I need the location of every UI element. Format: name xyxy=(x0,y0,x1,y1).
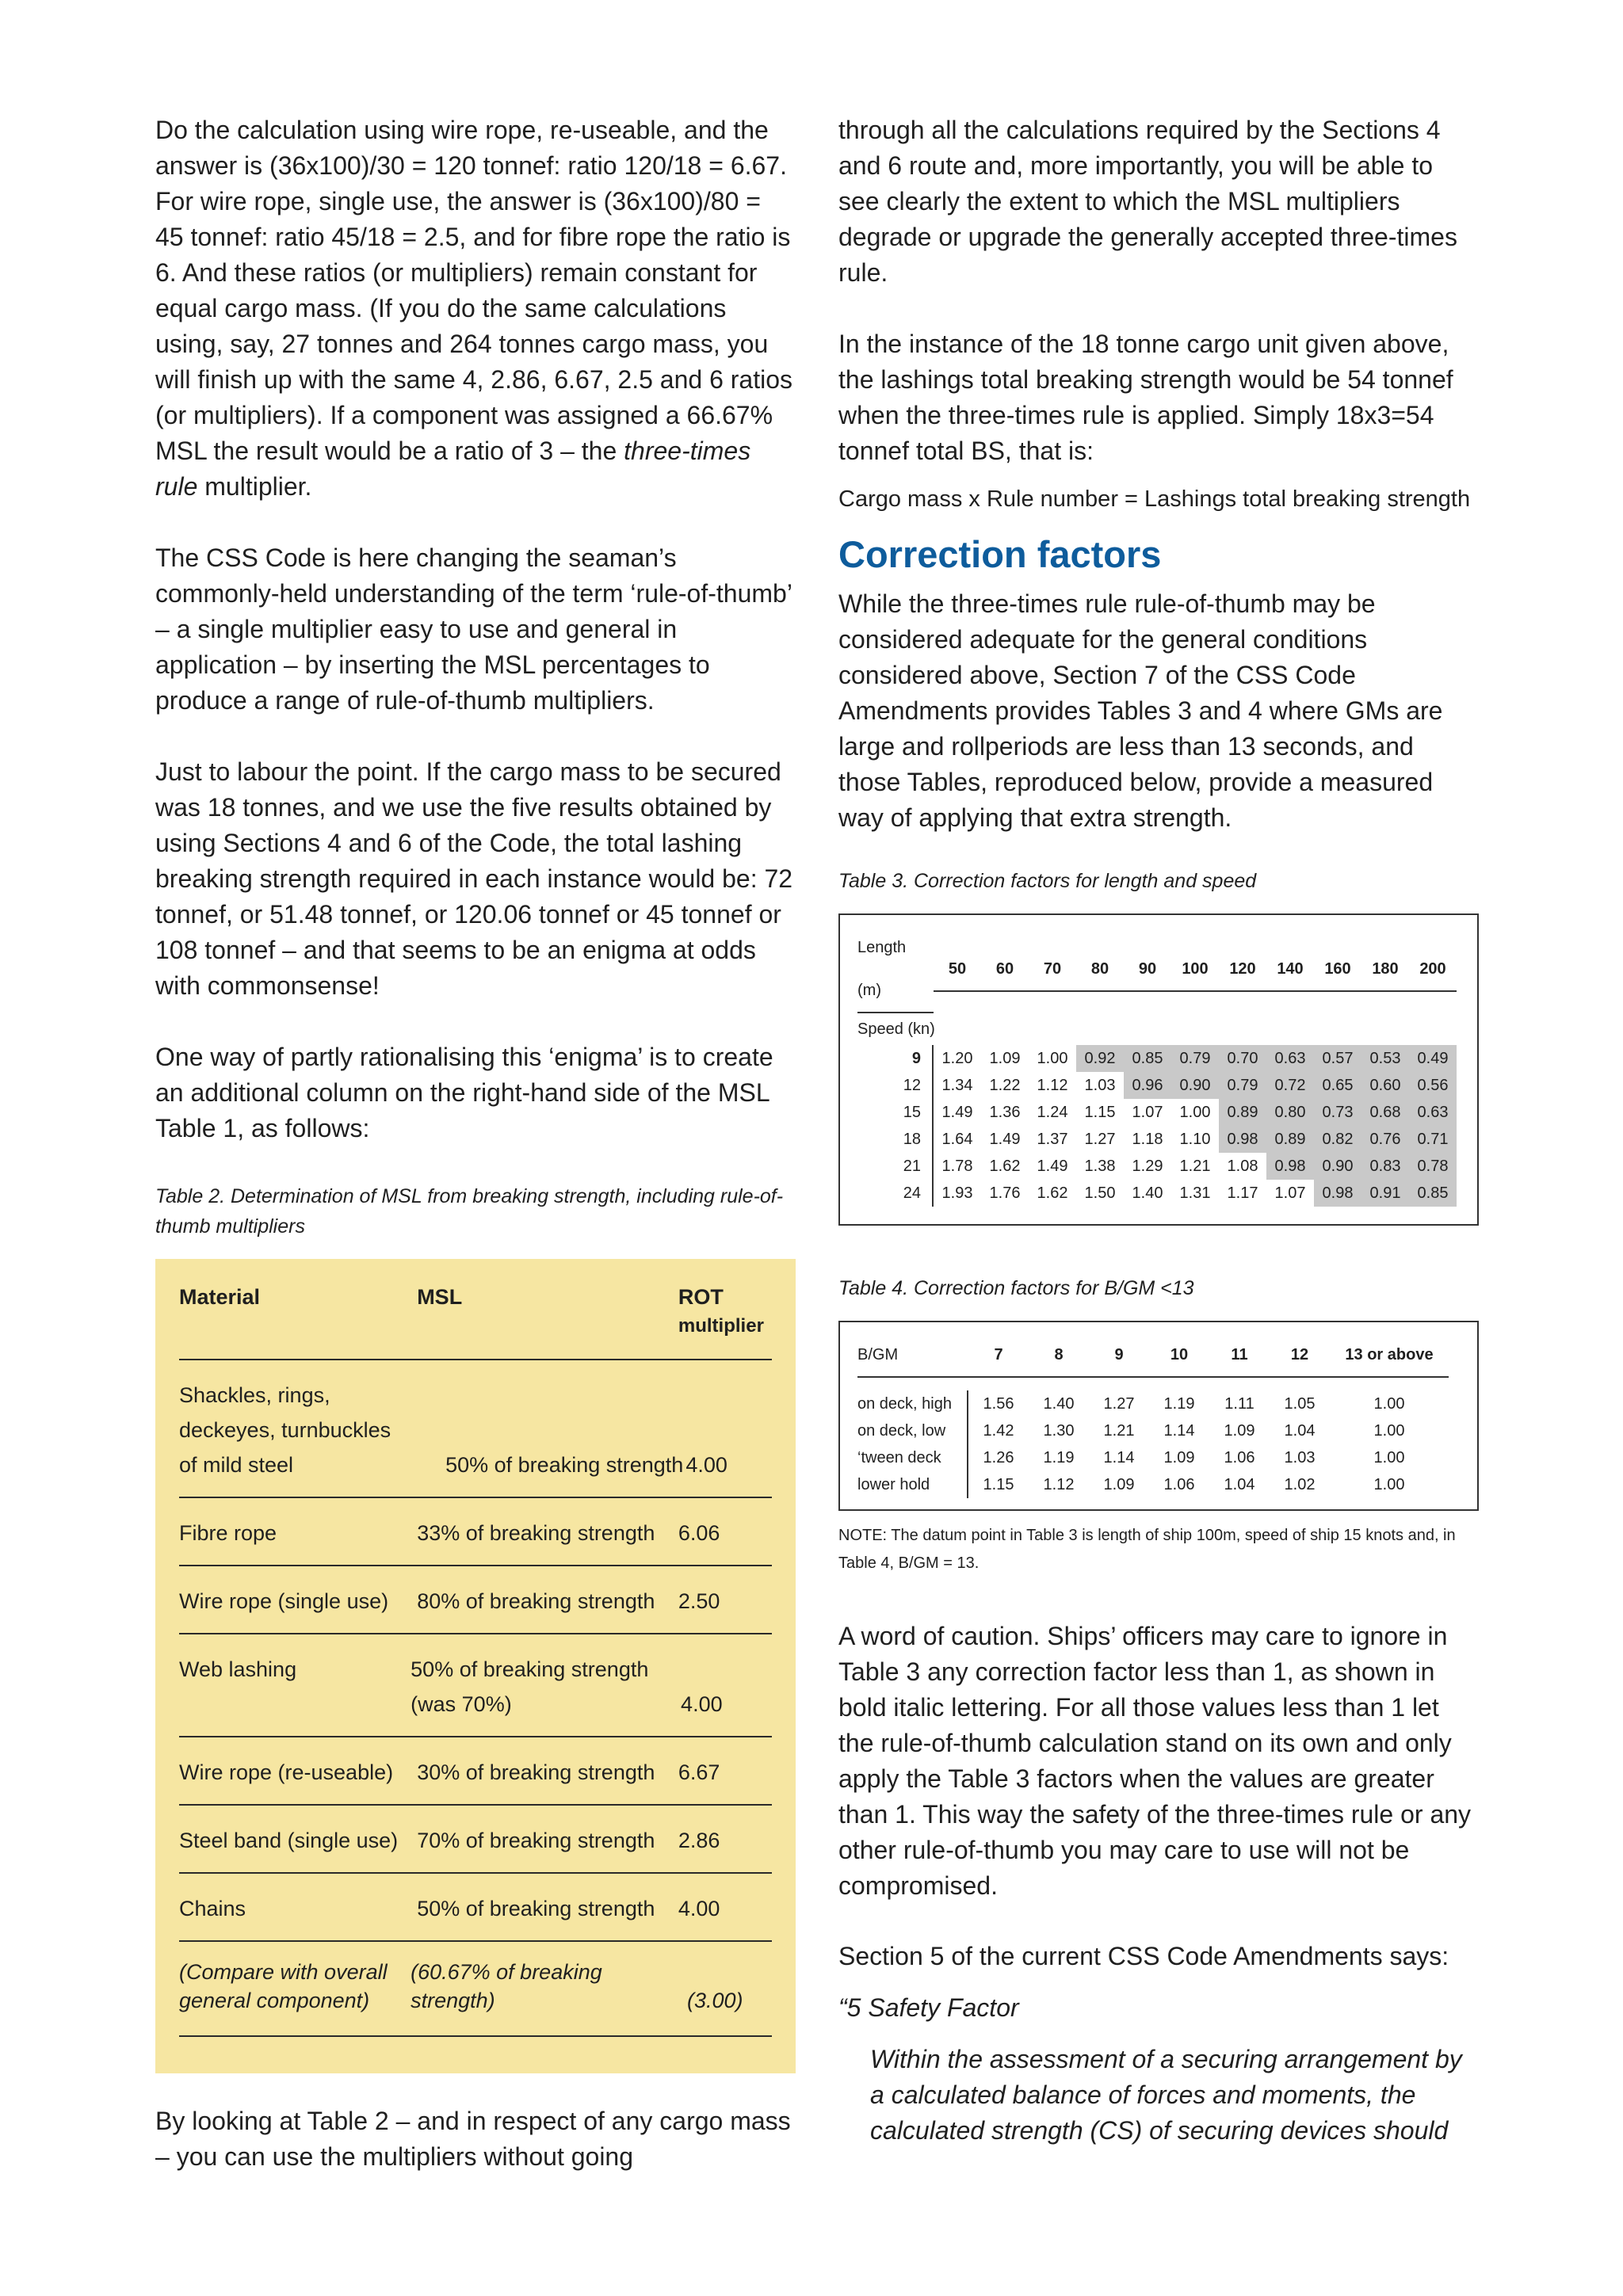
right-column xyxy=(838,113,1480,2149)
correction-factor: 1.22 xyxy=(989,1077,1021,1094)
column-header-rot-label: ROT xyxy=(678,1285,724,1309)
correction-factor: 1.36 xyxy=(989,1104,1021,1121)
correction-factor: 0.65 xyxy=(1314,1072,1361,1099)
correction-factor: 1.64 xyxy=(941,1131,973,1148)
paragraph: A word of caution. Ships’ officers may care to ignore in Table 3 any correction factor less than 1, as shown in bold italic lettering. For all those values less than 1 let the rule-of-thumb calculation stand on its own and only apply the Table 3 factors when the values are greater than 1. This way the safety of the three-times rule or any other rule-of-thumb you may care to use will not be compromised. xyxy=(838,1622,1472,1900)
correction-factor: 0.98 xyxy=(1314,1180,1361,1207)
speed-value: 15 xyxy=(857,1099,934,1126)
correction-factor: 1.03 xyxy=(1284,1449,1316,1466)
correction-factor: 1.29 xyxy=(1132,1158,1163,1175)
table-cell-rot: 2.50 xyxy=(678,1589,720,1613)
table-cell-msl: 50% of breaking strength xyxy=(417,1897,655,1920)
correction-factor: 0.90 xyxy=(1171,1072,1219,1099)
correction-factor: 1.03 xyxy=(1084,1077,1116,1094)
paragraph: Just to labour the point. If the cargo mass to be secured was 18 tonnes, and we use the five results obtained by using Sections 4 and 6 of the Code, the total lashing breaking strength required in each instance would be: 72 tonnef, or 51.48 tonnef, or 120.06 tonnef or 45 tonnef or 108 tonnef – and that seems to be an enigma at odds with commonsense! xyxy=(155,757,793,1000)
length-header: 180 xyxy=(1361,948,1409,992)
stowage-label: lower hold xyxy=(857,1471,968,1498)
left-column xyxy=(155,113,796,2175)
correction-factor: 0.91 xyxy=(1361,1180,1409,1207)
correction-factor: 1.02 xyxy=(1284,1476,1316,1493)
length-header: 80 xyxy=(1076,948,1124,992)
correction-factor: 1.04 xyxy=(1284,1422,1316,1440)
table-row xyxy=(179,1634,772,1737)
speed-value: 12 xyxy=(857,1072,934,1099)
correction-factor: 1.49 xyxy=(1037,1158,1068,1175)
speed-label: Speed (kn) xyxy=(857,1020,935,1038)
correction-factor: 1.18 xyxy=(1132,1131,1163,1148)
correction-factor: 1.42 xyxy=(983,1422,1014,1440)
correction-factor: 0.85 xyxy=(1409,1180,1457,1207)
correction-factor: 0.80 xyxy=(1266,1099,1314,1126)
paragraph: through all the calculations required by the Sections 4 and 6 route and, more importantly, you will be able to see clearly the extent to which the MSL multipliers degrade or upgrade the generally accepted three-times rule. xyxy=(838,116,1457,287)
stowage-label: ‘tween deck xyxy=(857,1444,968,1471)
correction-factor: 0.57 xyxy=(1314,1045,1361,1072)
stowage-label: on deck, low xyxy=(857,1417,968,1444)
paragraph: By looking at Table 2 – and in respect of any cargo mass – you can use the multipliers without going xyxy=(155,2107,791,2171)
correction-factor: 1.76 xyxy=(989,1184,1021,1202)
correction-factor: 1.19 xyxy=(1163,1395,1195,1413)
table2-body xyxy=(179,1360,772,1942)
bgm-header: 8 xyxy=(1029,1333,1089,1378)
correction-factor: 1.24 xyxy=(1037,1104,1068,1121)
correction-factor: 1.40 xyxy=(1132,1184,1163,1202)
msl-text: 50% of breaking strength xyxy=(445,1453,684,1477)
correction-factor: 0.92 xyxy=(1076,1045,1124,1072)
table-cell-msl: (60.67% of breaking strength) xyxy=(411,1960,602,2012)
length-header: 50 xyxy=(934,948,981,992)
length-label: Length (m) xyxy=(857,926,934,1013)
paragraph-text: multiplier. xyxy=(197,472,312,501)
correction-factor: 1.07 xyxy=(1132,1104,1163,1121)
table-cell-rot: 6.67 xyxy=(678,1760,720,1784)
table-cell-rot: 4.00 xyxy=(678,1897,720,1920)
paragraph-text: Do the calculation using wire rope, re-useable, and the answer is (36x100)/30 = 120 tonnef: ratio 120/18 = 6.67. For wire rope, single use, the answer is (36x100)/80 = 45 tonnef: ratio 45/18 = 2.5, and for fibre rope the ratio is 6. And these ratios (or multipliers) remain constant for equal cargo mass. (If you do the same calculations using, say, 27 tonnes and 264 tonnes cargo mass, you will finish up with the same 4, 2.86, 6.67, 2.5 and 6 ratios (or multipliers). If a component was assigned a 66.67% MSL the result would be a ratio of 3 – the xyxy=(155,116,793,465)
correction-factor: 1.37 xyxy=(1037,1131,1068,1148)
correction-factor: 0.82 xyxy=(1314,1126,1361,1153)
correction-factor: 1.11 xyxy=(1224,1395,1254,1413)
bgm-label: B/GM xyxy=(857,1333,968,1378)
table-cell-rot xyxy=(681,1652,772,1722)
correction-factor: 1.12 xyxy=(1043,1476,1075,1493)
correction-factor: 1.14 xyxy=(1103,1449,1135,1466)
correction-factor: 1.40 xyxy=(1043,1395,1075,1413)
table-row xyxy=(179,1566,772,1634)
correction-factor: 1.62 xyxy=(989,1158,1021,1175)
length-header: 100 xyxy=(1171,948,1219,992)
table-cell-material: Fibre rope xyxy=(179,1521,277,1545)
correction-factor: 0.71 xyxy=(1409,1126,1457,1153)
table-cell-material: Shackles, rings, deckeyes, turnbuckles of mild steel xyxy=(179,1383,391,1477)
correction-factor: 1.31 xyxy=(1179,1184,1211,1202)
correction-factor: 0.89 xyxy=(1266,1126,1314,1153)
correction-factor: 1.27 xyxy=(1103,1395,1135,1413)
speed-value: 24 xyxy=(857,1180,934,1207)
correction-factor: 0.73 xyxy=(1314,1099,1361,1126)
msl-text: 50% of breaking strength (was 70%) xyxy=(411,1657,649,1716)
table-cell-rot: 6.06 xyxy=(678,1521,720,1545)
correction-factor: 1.19 xyxy=(1043,1449,1075,1466)
section-heading: Correction factors xyxy=(838,533,1162,575)
correction-factor: 1.00 xyxy=(1373,1449,1405,1466)
table-cell-material: Wire rope (single use) xyxy=(179,1589,389,1613)
correction-factor: 0.98 xyxy=(1219,1126,1266,1153)
length-header: 200 xyxy=(1409,948,1457,992)
correction-factor: 0.85 xyxy=(1124,1045,1171,1072)
bgm-header: 7 xyxy=(968,1333,1029,1378)
correction-factor: 1.08 xyxy=(1227,1158,1258,1175)
table-cell-msl xyxy=(411,1652,681,1722)
correction-factor: 1.09 xyxy=(1224,1422,1255,1440)
correction-factor: 1.30 xyxy=(1043,1422,1075,1440)
correction-factor: 1.50 xyxy=(1084,1184,1116,1202)
table-cell-msl: 70% of breaking strength xyxy=(417,1829,655,1852)
correction-factor: 1.09 xyxy=(989,1050,1021,1067)
table-cell-material: Web lashing xyxy=(179,1657,297,1681)
table2 xyxy=(155,1259,796,2073)
correction-factor: 1.15 xyxy=(1084,1104,1116,1121)
table-cell-msl: 30% of breaking strength xyxy=(417,1760,655,1784)
correction-factor: 1.09 xyxy=(1103,1476,1135,1493)
table-cell-material: Steel band (single use) xyxy=(179,1829,399,1852)
correction-factor: 1.04 xyxy=(1224,1476,1255,1493)
quote-title: “5 Safety Factor xyxy=(838,1993,1019,2022)
correction-factor: 0.68 xyxy=(1361,1099,1409,1126)
length-header: 60 xyxy=(981,948,1029,992)
correction-factor: 1.49 xyxy=(941,1104,973,1121)
correction-factor: 1.00 xyxy=(1037,1050,1068,1067)
correction-factor: 0.63 xyxy=(1266,1045,1314,1072)
italic-term: three-times rule xyxy=(155,437,751,501)
correction-factor: 0.49 xyxy=(1409,1045,1457,1072)
correction-factor: 0.98 xyxy=(1266,1153,1314,1180)
correction-factor: 1.00 xyxy=(1373,1422,1405,1440)
table-cell-material: Wire rope (re-useable) xyxy=(179,1760,394,1784)
table-header-row xyxy=(179,1275,772,1360)
speed-value: 21 xyxy=(857,1153,934,1180)
stowage-label: on deck, high xyxy=(857,1390,968,1417)
correction-factor: 0.76 xyxy=(1361,1126,1409,1153)
paragraph xyxy=(155,113,796,505)
correction-factor: 1.10 xyxy=(1179,1131,1211,1148)
table-row xyxy=(179,1874,772,1942)
correction-factor: 1.49 xyxy=(989,1131,1021,1148)
correction-factor: 1.26 xyxy=(983,1449,1014,1466)
correction-factor: 0.79 xyxy=(1171,1045,1219,1072)
correction-factor: 1.07 xyxy=(1274,1184,1306,1202)
correction-factor: 0.90 xyxy=(1314,1153,1361,1180)
table-cell-rot: 2.86 xyxy=(678,1829,720,1852)
correction-factor: 1.34 xyxy=(941,1077,973,1094)
correction-factor: 0.56 xyxy=(1409,1072,1457,1099)
table3 xyxy=(838,913,1479,1226)
length-header: 140 xyxy=(1266,948,1314,992)
bgm-header: 10 xyxy=(1149,1333,1209,1378)
correction-factor: 1.12 xyxy=(1037,1077,1068,1094)
correction-factor: 0.70 xyxy=(1219,1045,1266,1072)
correction-factor: 1.62 xyxy=(1037,1184,1068,1202)
correction-factor: 1.78 xyxy=(941,1158,973,1175)
correction-factor: 1.38 xyxy=(1084,1158,1116,1175)
paragraph: Section 5 of the current CSS Code Amendments says: xyxy=(838,1942,1449,1970)
rot-value: (3.00) xyxy=(686,1989,743,2012)
rot-value: 4.00 xyxy=(681,1692,723,1716)
table-row-compare xyxy=(179,1942,772,2037)
correction-factor: 1.17 xyxy=(1227,1184,1258,1202)
table-cell-msl: 80% of breaking strength xyxy=(417,1589,655,1613)
correction-factor: 1.21 xyxy=(1179,1158,1211,1175)
bgm-header: 11 xyxy=(1209,1333,1270,1378)
correction-factor: 1.06 xyxy=(1224,1449,1255,1466)
correction-factor: 0.96 xyxy=(1124,1072,1171,1099)
speed-value: 9 xyxy=(857,1045,934,1072)
table-cell-msl xyxy=(445,1378,685,1482)
correction-factor: 1.05 xyxy=(1284,1395,1316,1413)
table-row xyxy=(179,1806,772,1874)
paragraph: One way of partly rationalising this ‘enigma’ is to create an additional column on the right-hand side of the MSL Table 1, as follows: xyxy=(155,1043,773,1142)
table-cell-rot xyxy=(687,1958,772,2015)
length-header: 160 xyxy=(1314,948,1361,992)
correction-factor: 1.21 xyxy=(1103,1422,1135,1440)
length-header: 70 xyxy=(1029,948,1076,992)
correction-factor: 1.93 xyxy=(941,1184,973,1202)
column-header-rot-sub: multiplier xyxy=(678,1315,764,1337)
quote: Within the assessment of a securing arrangement by a calculated balance of forces and moments, the calculated strength (CS) of securing devices should xyxy=(870,2045,1462,2145)
correction-factor: 0.63 xyxy=(1409,1099,1457,1126)
table-cell-msl: 33% of breaking strength xyxy=(417,1521,655,1545)
correction-factor: 1.00 xyxy=(1373,1395,1405,1413)
table-cell-material: Chains xyxy=(179,1897,246,1920)
correction-factor: 0.60 xyxy=(1361,1072,1409,1099)
correction-factor: 1.06 xyxy=(1163,1476,1195,1493)
correction-factor: 0.79 xyxy=(1219,1072,1266,1099)
correction-factor: 0.78 xyxy=(1409,1153,1457,1180)
bgm-header: 9 xyxy=(1089,1333,1149,1378)
correction-factor: 0.72 xyxy=(1266,1072,1314,1099)
table4 xyxy=(838,1321,1479,1511)
correction-factor: 1.00 xyxy=(1179,1104,1211,1121)
correction-factor: 1.56 xyxy=(983,1395,1014,1413)
column-header-rot xyxy=(678,1280,772,1338)
correction-factor: 0.89 xyxy=(1219,1099,1266,1126)
table-row xyxy=(179,1498,772,1566)
table3-grid xyxy=(857,926,1460,1207)
rot-value: 4.00 xyxy=(685,1453,727,1477)
speed-value: 18 xyxy=(857,1126,934,1153)
paragraph: While the three-times rule rule-of-thumb may be considered adequate for the general conditions considered above, Section 7 of the CSS Code Amendments provides Tables 3 and 4 where GMs are large and rollperiods are less than 13 seconds, and those Tables, reproduced below, provide a measured way of applying that extra strength. xyxy=(838,589,1443,832)
correction-factor: 1.09 xyxy=(1163,1449,1195,1466)
bgm-header: 13 or above xyxy=(1330,1333,1449,1378)
table4-grid xyxy=(857,1333,1460,1498)
table-note: NOTE: The datum point in Table 3 is length of ship 100m, speed of ship 15 knots and, in Table 4, B/GM = 13. xyxy=(838,1527,1456,1572)
column-header-material: Material xyxy=(179,1285,261,1309)
length-header: 90 xyxy=(1124,948,1171,992)
bgm-header: 12 xyxy=(1270,1333,1330,1378)
length-header: 120 xyxy=(1219,948,1266,992)
correction-factor: 1.20 xyxy=(941,1050,973,1067)
table-cell-material: (Compare with overall general component) xyxy=(179,1960,388,2012)
correction-factor: 0.53 xyxy=(1361,1045,1409,1072)
correction-factor: 1.15 xyxy=(983,1476,1014,1493)
column-header-msl: MSL xyxy=(417,1285,463,1309)
correction-factor: 0.83 xyxy=(1361,1153,1409,1180)
table-row xyxy=(179,1737,772,1806)
table-cell-rot xyxy=(685,1378,772,1482)
table4-caption: Table 4. Correction factors for B/GM <13 xyxy=(838,1277,1194,1299)
table-row xyxy=(179,1360,772,1498)
table3-caption: Table 3. Correction factors for length and speed xyxy=(838,870,1257,892)
correction-factor: 1.27 xyxy=(1084,1131,1116,1148)
paragraph: In the instance of the 18 tonne cargo unit given above, the lashings total breaking strength would be 54 tonnef when the three-times rule is applied. Simply 18x3=54 tonnef total BS, that is: xyxy=(838,330,1453,465)
correction-factor: 1.00 xyxy=(1373,1476,1405,1493)
paragraph: The CSS Code is here changing the seaman’s commonly-held understanding of the term ‘rule-of-thumb’ – a single multiplier easy to use and general in application – by inserting the MSL percentages to produce a range of rule-of-thumb multipliers. xyxy=(155,543,792,715)
table2-caption: Table 2. Determination of MSL from breaking strength, including rule-of-thumb multipliers xyxy=(155,1185,784,1238)
formula: Cargo mass x Rule number = Lashings total breaking strength xyxy=(838,486,1471,512)
correction-factor: 1.14 xyxy=(1163,1422,1195,1440)
